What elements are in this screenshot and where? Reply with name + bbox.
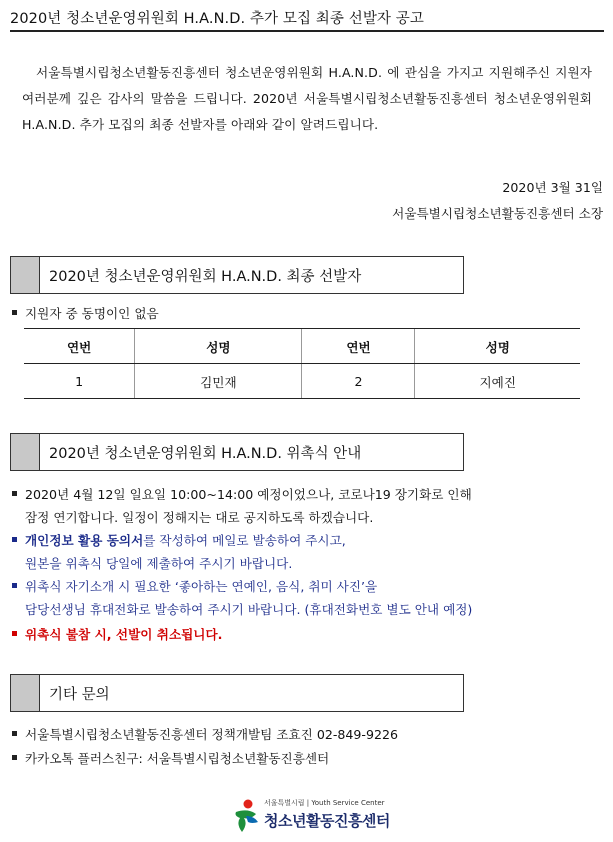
notice-signer: 서울특별시립청소년활동진흥센터 소장 [392,206,603,221]
section-header-selected [10,256,464,294]
section-marker-square [11,675,40,711]
table-cell: 1 [24,364,135,399]
section-title: 기타 문의 [49,687,110,703]
page-title: 2020년 청소년운영위원회 H.A.N.D. 추가 모집 최종 선발자 공고 [10,11,424,27]
table-header-row [24,329,580,364]
column-header-name: 성명 [415,329,580,364]
list-item: 개인정보 활용 동의서를 작성하여 메일로 발송하여 주시고, [12,530,346,549]
notice-date: 2020년 3월 31일 [502,180,603,195]
table-cell: 2 [302,364,415,399]
bullet-square-icon [12,310,17,315]
section-marker-square [11,434,40,470]
list-item-continuation: 잠정 연기합니다. 일정이 정해지는 대로 공지하도록 하겠습니다. [25,510,374,525]
column-header-name: 성명 [135,329,302,364]
column-header-number: 연번 [24,329,135,364]
logo-mark-icon [232,798,262,834]
list-item: 카카오톡 플러스친구: 서울특별시립청소년활동진흥센터 [12,748,329,767]
bullet-square-icon [12,731,17,736]
bullet-square-icon [12,491,17,496]
bullet-square-icon [12,537,17,542]
list-item: 지원자 중 동명이인 없음 [12,303,159,322]
section-title: 2020년 청소년운영위원회 H.A.N.D. 위촉식 안내 [49,446,362,462]
list-item-continuation: 담당선생님 휴대전화로 발송하여 주시기 바랍니다. (휴대전화번호 별도 안내 예정) [25,602,473,617]
list-item-continuation: 원본을 위촉식 당일에 제출하여 주시기 바랍니다. [25,556,293,571]
table-row [24,364,580,399]
section-header-ceremony [10,433,464,471]
list-item: 2020년 4월 12일 일요일 10:00~14:00 예정이었으나, 코로나19 장기화로 인해 [12,484,472,503]
table-cell: 김민재 [135,364,302,399]
list-item: 서울특별시립청소년활동진흥센터 정책개발팀 조효진 02-849-9226 [12,724,398,743]
selected-applicants-table [24,328,580,399]
list-item: 위촉식 자기소개 시 필요한 ‘좋아하는 연예인, 음식, 취미 사진’을 [12,576,377,595]
bullet-square-icon [12,583,17,588]
title-divider [10,30,604,32]
emphasis-text: 개인정보 활용 동의서 [25,533,144,548]
column-header-number: 연번 [302,329,415,364]
organization-logo [232,796,392,836]
section-marker-square [11,257,40,293]
bullet-square-icon [12,631,17,636]
logo-title: 청소년활동진흥센터 [264,812,390,830]
section-header-contact [10,674,464,712]
section-title: 2020년 청소년운영위원회 H.A.N.D. 최종 선발자 [49,269,362,285]
intro-paragraph: 서울특별시립청소년활동진흥센터 청소년운영위원회 H.A.N.D. 에 관심을 가지고 지원해주신 지원자 여러분께 깊은 감사의 말씀을 드립니다. 2020년 서울특별시립청소년활동진흥센터 청소년운영위원회 H.A.N.D. 추가 모집의 최종 선발자를 아래와 같이 알려드립니다. [22,65,592,132]
bullet-square-icon [12,755,17,760]
table-cell: 지예진 [415,364,580,399]
logo-subtitle: 서울특별시립 | Youth Service Center [264,799,385,807]
list-item-warning: 위촉식 불참 시, 선발이 취소됩니다. [12,624,222,643]
